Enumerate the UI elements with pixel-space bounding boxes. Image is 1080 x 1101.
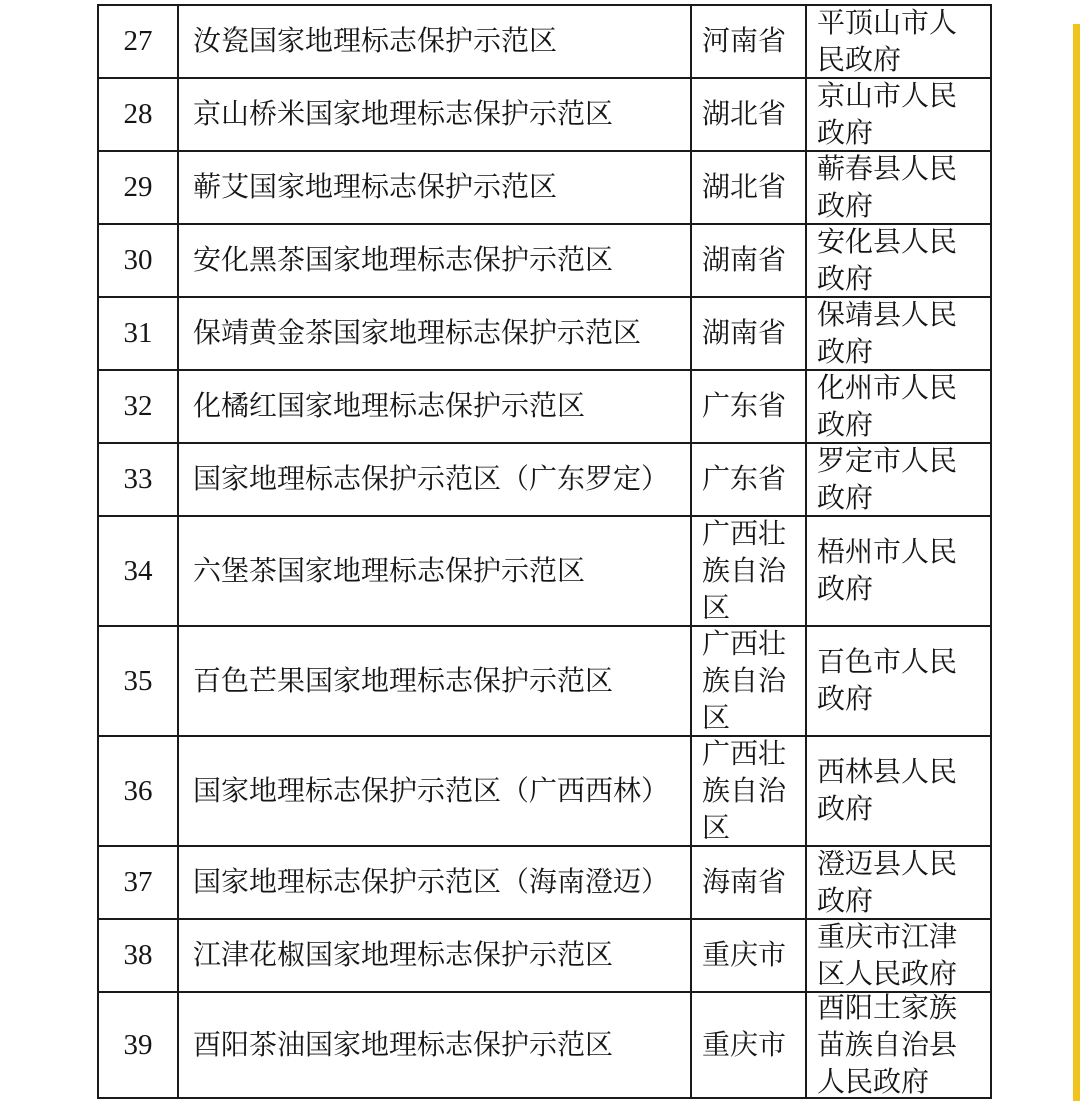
zone-name-cell: 蕲艾国家地理标志保护示范区 bbox=[179, 152, 692, 223]
row-index-cell: 32 bbox=[99, 371, 179, 442]
table-row bbox=[99, 298, 990, 371]
province-cell: 重庆市 bbox=[692, 993, 807, 1097]
province-cell: 湖南省 bbox=[692, 298, 807, 369]
government-cell: 西林县人民政府 bbox=[817, 757, 958, 825]
table-rows bbox=[99, 6, 990, 1097]
government-cell: 罗定市人民政府 bbox=[817, 445, 958, 514]
gi-demo-zone-table bbox=[97, 4, 992, 1099]
government-cell: 酉阳土家族苗族自治县人民政府 bbox=[817, 993, 958, 1097]
zone-name-cell: 保靖黄金茶国家地理标志保护示范区 bbox=[179, 298, 692, 369]
row-index-cell: 33 bbox=[99, 444, 179, 515]
province-cell: 海南省 bbox=[692, 847, 807, 918]
zone-name-cell: 京山桥米国家地理标志保护示范区 bbox=[179, 79, 692, 150]
province-cell: 重庆市 bbox=[692, 920, 807, 991]
province-cell: 广东省 bbox=[692, 444, 807, 515]
government-cell: 梧州市人民政府 bbox=[817, 537, 958, 605]
row-index-cell: 29 bbox=[99, 152, 179, 223]
row-index-cell: 35 bbox=[99, 627, 179, 735]
zone-name-cell: 安化黑茶国家地理标志保护示范区 bbox=[179, 225, 692, 296]
government-cell: 化州市人民政府 bbox=[817, 372, 958, 441]
table-row bbox=[99, 993, 990, 1097]
zone-name-cell: 国家地理标志保护示范区（海南澄迈） bbox=[179, 847, 692, 918]
province-cell: 河南省 bbox=[692, 6, 807, 77]
province-cell: 广西壮族自治区 bbox=[692, 737, 807, 845]
zone-name-cell: 酉阳茶油国家地理标志保护示范区 bbox=[179, 993, 692, 1097]
table-row bbox=[99, 444, 990, 517]
government-cell: 平顶山市人民政府 bbox=[817, 7, 958, 76]
zone-name-cell: 百色芒果国家地理标志保护示范区 bbox=[179, 627, 692, 735]
row-index-cell: 39 bbox=[99, 993, 179, 1097]
province-cell: 广西壮族自治区 bbox=[692, 517, 807, 625]
table-row bbox=[99, 920, 990, 993]
table-row bbox=[99, 6, 990, 79]
table-row bbox=[99, 627, 990, 737]
row-index-cell: 38 bbox=[99, 920, 179, 991]
zone-name-cell: 化橘红国家地理标志保护示范区 bbox=[179, 371, 692, 442]
zone-name-cell: 六堡茶国家地理标志保护示范区 bbox=[179, 517, 692, 625]
government-cell: 重庆市江津区人民政府 bbox=[817, 921, 958, 990]
table-row bbox=[99, 517, 990, 627]
scrollbar-thumb[interactable] bbox=[1073, 24, 1080, 1101]
province-cell: 湖北省 bbox=[692, 152, 807, 223]
row-index-cell: 31 bbox=[99, 298, 179, 369]
row-index-cell: 37 bbox=[99, 847, 179, 918]
province-cell: 湖南省 bbox=[692, 225, 807, 296]
table-row bbox=[99, 152, 990, 225]
government-cell: 百色市人民政府 bbox=[817, 647, 958, 715]
row-index-cell: 30 bbox=[99, 225, 179, 296]
table-row bbox=[99, 737, 990, 847]
table-row bbox=[99, 847, 990, 920]
table-row bbox=[99, 371, 990, 444]
government-cell: 蕲春县人民政府 bbox=[817, 153, 958, 222]
row-index-cell: 34 bbox=[99, 517, 179, 625]
province-cell: 广东省 bbox=[692, 371, 807, 442]
table-row bbox=[99, 225, 990, 298]
row-index-cell: 27 bbox=[99, 6, 179, 77]
zone-name-cell: 国家地理标志保护示范区（广西西林） bbox=[179, 737, 692, 845]
zone-name-cell: 江津花椒国家地理标志保护示范区 bbox=[179, 920, 692, 991]
zone-name-cell: 国家地理标志保护示范区（广东罗定） bbox=[179, 444, 692, 515]
row-index-cell: 36 bbox=[99, 737, 179, 845]
government-cell: 京山市人民政府 bbox=[817, 80, 958, 149]
table-row bbox=[99, 79, 990, 152]
row-index-cell: 28 bbox=[99, 79, 179, 150]
government-cell: 安化县人民政府 bbox=[817, 226, 958, 295]
province-cell: 湖北省 bbox=[692, 79, 807, 150]
government-cell: 澄迈县人民政府 bbox=[817, 848, 958, 917]
province-cell: 广西壮族自治区 bbox=[692, 627, 807, 735]
government-cell: 保靖县人民政府 bbox=[817, 299, 958, 368]
zone-name-cell: 汝瓷国家地理标志保护示范区 bbox=[179, 6, 692, 77]
